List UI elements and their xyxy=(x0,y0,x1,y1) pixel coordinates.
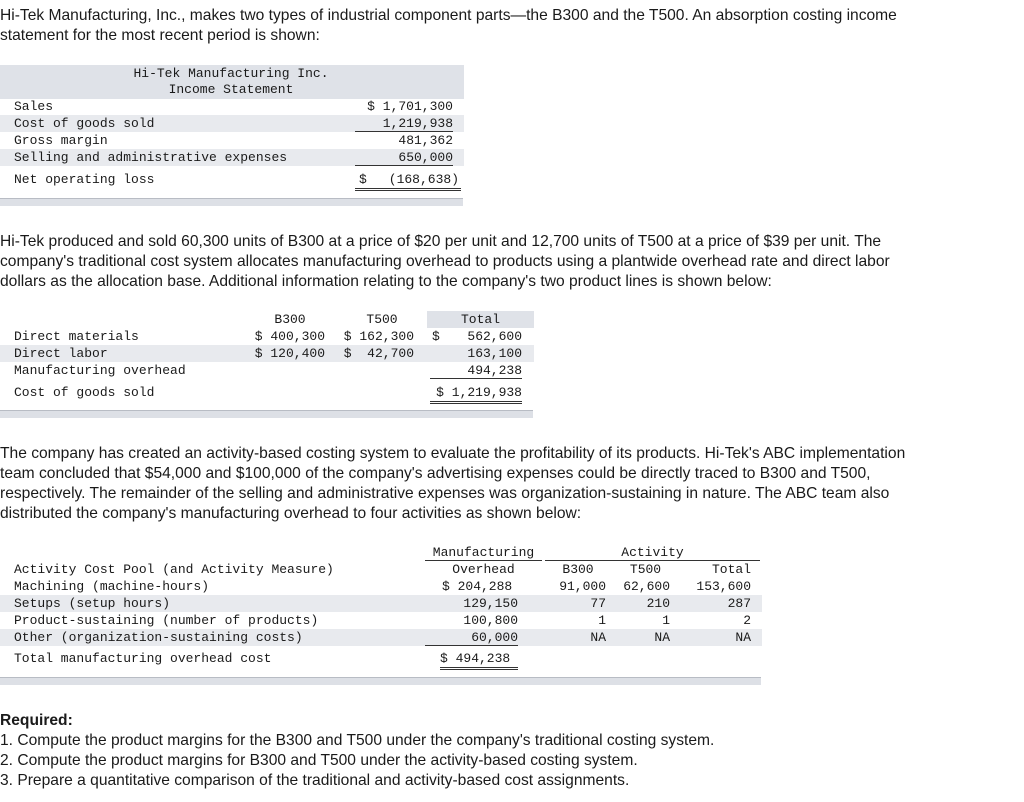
intro-line: Hi-Tek Manufacturing, Inc., makes two types of industrial component parts—the B300 and the T500. An absorption costing income xyxy=(0,7,897,24)
intro-paragraph xyxy=(0,6,1015,46)
header-total: Total xyxy=(711,562,751,577)
required-item: 1. Compute the product margins for the B300 and T500 under the company's traditional costing system. xyxy=(0,732,715,749)
row-value: 650,000 xyxy=(355,149,453,166)
b300-value: 1 xyxy=(598,613,606,628)
table-row xyxy=(0,169,464,189)
table-row xyxy=(0,98,464,115)
required-section xyxy=(0,711,1015,791)
total-value: 287 xyxy=(727,596,751,611)
table-row xyxy=(0,132,464,149)
pool-label: Setups (setup hours) xyxy=(14,596,171,611)
income-statement-table xyxy=(0,65,464,205)
t500-value: 62,600 xyxy=(623,579,670,594)
row-value: $ 1,701,300 xyxy=(367,99,453,114)
required-heading: Required: xyxy=(0,712,73,729)
activity-cost-table xyxy=(0,544,762,684)
header-activity: Activity xyxy=(545,544,760,561)
paragraph-line: company's traditional cost system allocates manufacturing overhead to products using a plantwide overhead rate and direct labor xyxy=(0,253,890,270)
paragraph-line: distributed the company's manufacturing overhead to four activities as shown below: xyxy=(0,505,582,522)
table-footer-bar xyxy=(0,198,463,206)
header-b300: B300 xyxy=(562,562,594,577)
table-header-row xyxy=(0,311,534,328)
total-value: 494,238 xyxy=(430,362,522,379)
total-value: 562,600 xyxy=(467,329,522,344)
b300-value: $ 120,400 xyxy=(254,346,325,361)
paragraph-line: The company has created an activity-based costing system to evaluate the profitability of its products. Hi-Tek's ABC implementation xyxy=(0,445,906,462)
dollar-sign: $ xyxy=(359,172,367,187)
overhead-value: 100,800 xyxy=(463,613,518,628)
row-label: Gross margin xyxy=(14,133,108,148)
required-item: 3. Prepare a quantitative comparison of the traditional and activity-based cost assignments. xyxy=(0,772,630,789)
t500-value: 210 xyxy=(646,596,670,611)
pool-label: Other (organization-sustaining costs) xyxy=(14,630,303,645)
row-label: Selling and administrative expenses xyxy=(14,150,288,165)
overhead-total: $ 494,238 xyxy=(440,650,518,670)
row-label: Manufacturing overhead xyxy=(14,363,186,378)
t500-value: NA xyxy=(654,630,670,645)
total-value: 163,100 xyxy=(467,346,522,361)
table-footer-bar xyxy=(0,410,533,418)
row-value: 481,362 xyxy=(398,133,453,148)
paragraph-line: dollars as the allocation base. Additional information relating to the company's two product lines is shown below: xyxy=(0,273,772,290)
table-row xyxy=(0,578,762,595)
b300-value: $ 400,300 xyxy=(254,329,325,344)
row-value: 1,219,938 xyxy=(355,115,453,132)
header-t500: T500 xyxy=(629,562,662,577)
table-row xyxy=(0,383,534,403)
table-row xyxy=(0,328,534,345)
overhead-value: $ 204,288 xyxy=(442,579,513,594)
b300-value: 77 xyxy=(590,596,606,611)
pool-label: Total manufacturing overhead cost xyxy=(14,651,272,666)
table-row xyxy=(0,345,534,362)
header-manufacturing: Manufacturing xyxy=(425,544,542,561)
row-label: Net operating loss xyxy=(14,172,155,187)
total-value: NA xyxy=(735,630,751,645)
paragraph-line: Hi-Tek produced and sold 60,300 units of B300 at a price of $20 per unit and 12,700 units of T500 at a price of $39 per unit. The xyxy=(0,233,882,250)
header-pool: Activity Cost Pool (and Activity Measure) xyxy=(14,562,334,577)
header-total: Total xyxy=(460,312,500,327)
income-statement-title: Hi-Tek Manufacturing Inc. xyxy=(133,66,329,81)
t500-value: $ 162,300 xyxy=(343,329,414,344)
pool-label: Product-sustaining (number of products) xyxy=(14,613,319,628)
paragraph-line: team concluded that $54,000 and $100,000 of the company's advertising expenses could be directly traced to B300 and T500, xyxy=(0,465,871,482)
table-row xyxy=(0,362,534,379)
t500-value: 1 xyxy=(662,613,670,628)
table-header-row xyxy=(0,544,762,561)
row-label: Cost of goods sold xyxy=(14,385,155,400)
table-row xyxy=(0,149,464,166)
income-statement-subtitle: Income Statement xyxy=(168,82,294,97)
header-overhead: Overhead xyxy=(452,562,515,577)
overhead-value: 60,000 xyxy=(425,629,518,646)
pool-label: Machining (machine-hours) xyxy=(14,579,210,594)
header-t500: T500 xyxy=(366,312,398,327)
table-row xyxy=(0,612,762,629)
abc-info-paragraph xyxy=(0,444,1015,524)
product-info-paragraph xyxy=(0,232,1015,292)
row-value-box xyxy=(355,171,461,191)
b300-value: 91,000 xyxy=(559,579,606,594)
row-label: Direct labor xyxy=(14,346,108,361)
t500-value: $ 42,700 xyxy=(343,346,414,361)
table-header-row xyxy=(0,561,762,578)
paragraph-line: respectively. The remainder of the selling and administrative expenses was organization-sustaining in nature. The ABC team also xyxy=(0,485,890,502)
row-label: Cost of goods sold xyxy=(14,116,155,131)
required-item: 2. Compute the product margins for B300 and T500 under the activity-based costing system. xyxy=(0,752,638,769)
total-value: 2 xyxy=(743,613,751,628)
overhead-value: 129,150 xyxy=(463,596,518,611)
table-row xyxy=(0,595,762,612)
total-value: $ 1,219,938 xyxy=(430,384,522,404)
total-value: 153,600 xyxy=(696,579,751,594)
b300-value: NA xyxy=(590,630,606,645)
row-value: (168,638) xyxy=(388,172,459,187)
product-cost-table xyxy=(0,311,534,411)
row-label: Direct materials xyxy=(14,329,139,344)
table-row xyxy=(0,629,762,646)
header-b300: B300 xyxy=(274,312,306,327)
income-statement-header xyxy=(0,65,464,99)
table-row xyxy=(0,649,762,669)
dollar-sign: $ xyxy=(432,329,440,344)
intro-line: statement for the most recent period is shown: xyxy=(0,27,320,44)
table-footer-bar xyxy=(0,677,761,685)
row-label: Sales xyxy=(14,99,54,114)
table-row xyxy=(0,115,464,132)
